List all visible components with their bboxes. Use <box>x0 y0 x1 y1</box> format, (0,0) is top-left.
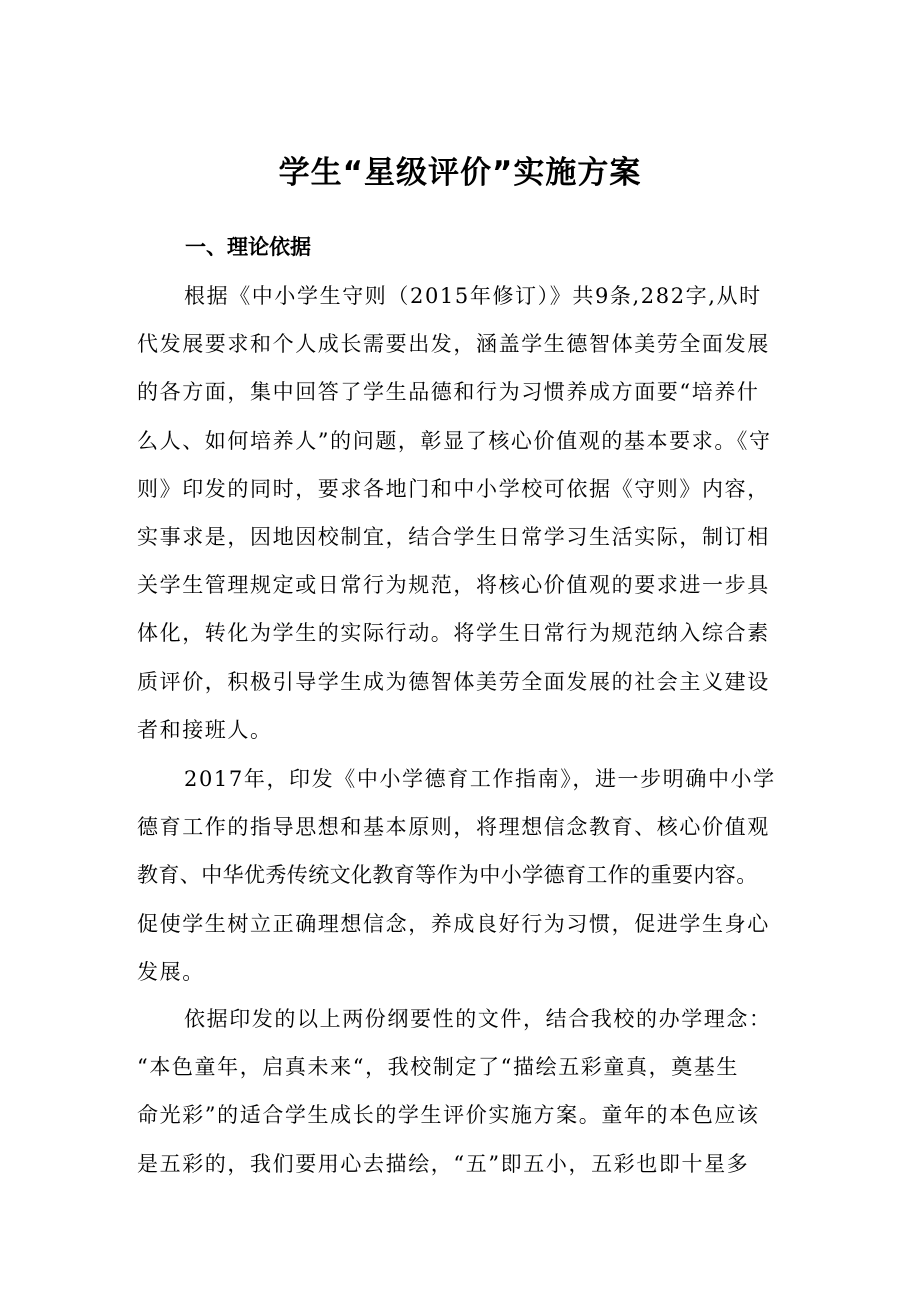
paragraph-line: 是五彩的，我们要用心去描绘，“五”即五小，五彩也即十星多 <box>137 1151 750 1176</box>
paragraph-line: 促使学生树立正确理想信念，养成良好行为习惯，促进学生身心 <box>137 911 770 936</box>
paragraph-line: 实事求是，因地因校制宜，结合学生日常学习生活实际，制订相 <box>137 524 770 549</box>
paragraph-line: 命光彩”的适合学生成长的学生评价实施方案。童年的本色应该 <box>137 1103 760 1128</box>
paragraph-line: “本色童年，启真未来“，我校制定了“描绘五彩童真，奠基生 <box>137 1055 740 1080</box>
paragraph-line: 教育、中华优秀传统文化教育等作为中小学德育工作的重要内容。 <box>137 863 758 888</box>
paragraph-line: 体化，转化为学生的实际行动。将学生日常行为规范纳入综合素 <box>137 621 770 646</box>
paragraph-line: 代发展要求和个人成长需要出发，涵盖学生德智体美劳全面发展 <box>137 332 770 357</box>
paragraph-guidelines-2015 <box>137 272 797 754</box>
paragraph-moral-education-2017 <box>137 755 797 996</box>
paragraph-line: 则》印发的同时，要求各地门和中小学校可依据《守则》内容， <box>137 476 770 501</box>
paragraph-line: 发展。 <box>137 959 205 984</box>
section-heading-theory-basis: 一、理论依据 <box>185 235 311 259</box>
paragraph-line: 者和接班人。 <box>137 717 273 742</box>
document-title: 学生“星级评价”实施方案 <box>278 155 642 191</box>
paragraph-line: 关学生管理规定或日常行为规范，将核心价值观的要求进一步具 <box>137 573 770 598</box>
paragraph-line: 的各方面，集中回答了学生品德和行为习惯养成方面要“培养什 <box>137 380 760 405</box>
paragraph-school-philosophy <box>137 995 797 1188</box>
paragraph-line: 依据印发的以上两份纲要性的文件，结合我校的办学理念： <box>184 1007 772 1031</box>
paragraph-line: 2017年，印发《中小学德育工作指南》，进一步明确中小学 <box>184 767 776 791</box>
paragraph-line: 德育工作的指导思想和基本原则，将理想信念教育、核心价值观 <box>137 815 770 840</box>
paragraph-line: 质评价，积极引导学生成为德智体美劳全面发展的社会主义建设 <box>137 669 770 694</box>
paragraph-line: 根据《中小学生守则（2015年修订）》共9条,282字,从时 <box>184 284 762 308</box>
paragraph-line: 么人、如何培养人”的问题，彰显了核心价值观的基本要求。《守 <box>137 428 772 453</box>
